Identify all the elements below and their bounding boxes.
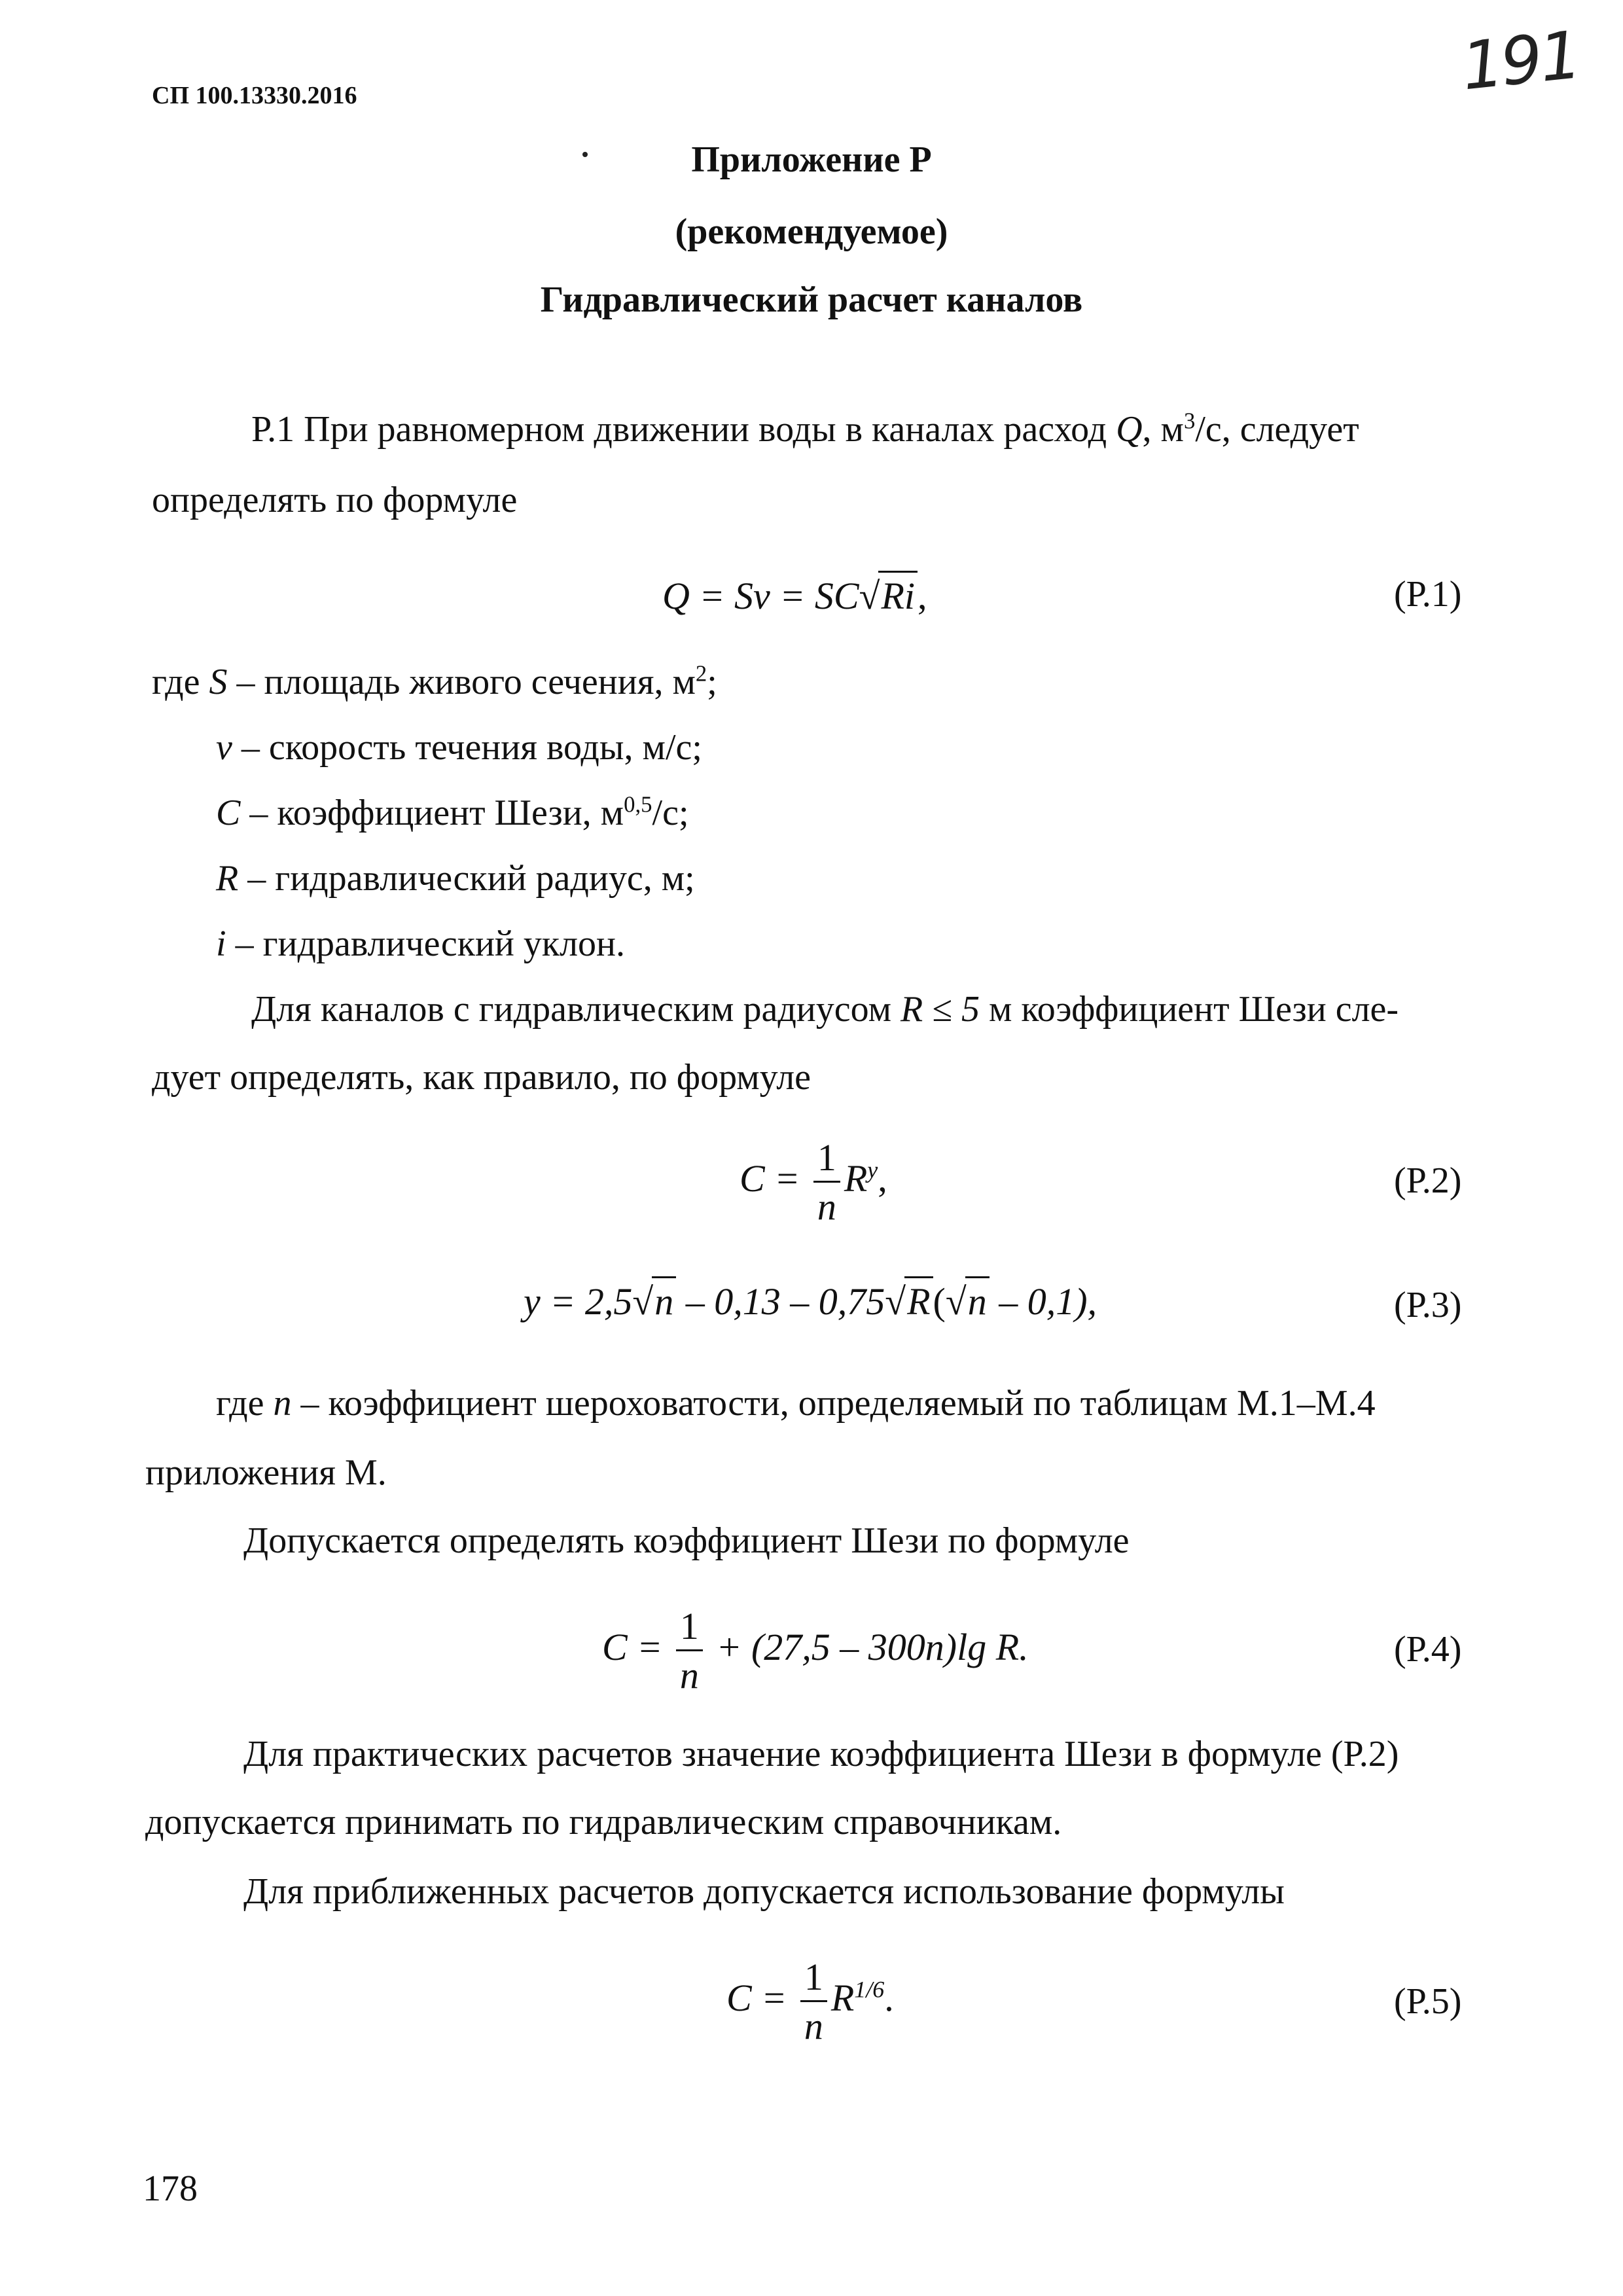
text-span: , м [1142, 409, 1184, 450]
text-span: – площадь живого сечения, м [227, 662, 696, 702]
fraction [800, 1958, 827, 2045]
var-c: C [216, 793, 241, 833]
denominator: n [679, 1654, 699, 1696]
equation-part: – 0,13 – 0,75 [676, 1280, 885, 1323]
equation-part: R [844, 1157, 868, 1200]
radicand: R [904, 1276, 933, 1323]
superscript: 0,5 [624, 791, 652, 817]
paragraph-p4: Допускается определять коэффициент Шези по формуле [243, 1520, 1130, 1561]
var-s: S [209, 662, 228, 702]
paragraph-p2-line1 [251, 988, 1399, 1030]
equation-number-p5: (Р.5) [1394, 1981, 1462, 2022]
where-item-s [152, 661, 717, 703]
equation-part: C = [726, 1976, 796, 2019]
equation-number-p3: (Р.3) [1394, 1285, 1462, 1325]
text-span: где [152, 662, 209, 702]
equation-number-p4: (Р.4) [1394, 1629, 1462, 1670]
equation-part: C = [740, 1157, 810, 1200]
radicand: n [652, 1276, 676, 1323]
numerator: 1 [800, 1958, 827, 2002]
paragraph-p6: Для приближенных расчетов допускается использование формулы [243, 1871, 1285, 1912]
square-root [946, 1276, 990, 1323]
equation-part: – 0,1), [989, 1280, 1097, 1323]
equation-number-p1: (Р.1) [1394, 574, 1462, 615]
equation-p5 [726, 1958, 894, 2045]
radical-sign: √ [632, 1280, 654, 1323]
radicand: Ri [878, 571, 918, 618]
where-item-v [216, 726, 702, 768]
text-span: – коэффициент шероховатости, определяемый по таблицам М.1–М.4 [291, 1383, 1376, 1424]
equation-part: y = 2,5 [524, 1280, 633, 1323]
text-span: – скорость течения воды, м/с; [232, 727, 702, 768]
square-root [859, 571, 918, 618]
var-r: R [216, 858, 239, 899]
denominator: n [804, 2005, 823, 2047]
equation-p4 [602, 1607, 1029, 1695]
equation-p2 [740, 1136, 887, 1228]
numerator: 1 [676, 1607, 703, 1651]
equation-trail: , [878, 1157, 887, 1200]
denominator: n [817, 1185, 836, 1228]
radical-sign: √ [859, 575, 880, 617]
var-i: i [216, 924, 226, 964]
equation-p3 [524, 1276, 1097, 1323]
page-number: 178 [143, 2168, 198, 2209]
paragraph-p3-line1 [216, 1382, 1376, 1424]
document-code: СП 100.13330.2016 [152, 82, 357, 109]
appendix-title: Приложение Р [691, 139, 932, 180]
handwritten-page-number: 191 [1458, 16, 1583, 105]
radicand: n [965, 1276, 990, 1323]
equation-part: ( [933, 1280, 946, 1323]
equation-p1 [662, 571, 927, 618]
where-item-r [216, 857, 695, 899]
text-span: – гидравлический уклон. [226, 924, 625, 964]
radical-sign: √ [945, 1280, 967, 1323]
square-root [632, 1276, 676, 1323]
text-span: Р.1 При равномерном движении воды в каналах расход [251, 409, 1116, 450]
text-span: где [216, 1383, 274, 1424]
text-span: – гидравлический радиус, м; [238, 858, 695, 899]
text-span: Для каналов с гидравлическим радиусом [251, 989, 901, 1030]
var-v: v [216, 727, 232, 768]
square-root [885, 1276, 933, 1323]
paragraph-p5-line2: допускается принимать по гидравлическим справочникам. [145, 1802, 1062, 1842]
equation-part: C = [602, 1625, 672, 1668]
numerator: 1 [813, 1139, 840, 1183]
var-n: n [273, 1383, 292, 1424]
paragraph-p3-line2: приложения М. [145, 1452, 387, 1493]
fraction [676, 1607, 703, 1695]
where-item-c [216, 792, 689, 834]
condition: R ≤ 5 [901, 989, 980, 1030]
fraction [813, 1136, 840, 1228]
var-q: Q [1116, 409, 1143, 450]
text-span: – коэффициент Шези, м [240, 793, 624, 833]
text-span: м коэффициент Шези сле- [979, 989, 1399, 1030]
paragraph-p1-line2: определять по формуле [152, 480, 518, 520]
equation-part: Q = Sv = SC [662, 575, 859, 617]
equation-part: + (27,5 – 300n)lg R. [706, 1625, 1029, 1668]
equation-trail: , [917, 575, 927, 617]
paragraph-p5-line1: Для практических расчетов значение коэффициента Шези в формуле (Р.2) [243, 1734, 1399, 1774]
superscript: y [867, 1157, 878, 1183]
superscript: 1/6 [854, 1976, 885, 2003]
equation-trail: . [884, 1976, 894, 2019]
superscript: 2 [695, 660, 707, 687]
text-span: ; [707, 662, 717, 702]
appendix-status: (рекомендуемое) [675, 211, 948, 252]
appendix-subject: Гидравлический расчет каналов [540, 279, 1083, 320]
radical-sign: √ [885, 1280, 906, 1323]
equation-number-p2: (Р.2) [1394, 1160, 1462, 1201]
text-span: /с; [652, 793, 689, 833]
superscript: 3 [1183, 408, 1196, 434]
where-item-i [216, 923, 625, 965]
equation-part: R [830, 1976, 855, 2019]
paragraph-p1-line1 [251, 408, 1359, 450]
paragraph-p2-line2: дует определять, как правило, по формуле [152, 1057, 812, 1098]
text-span: /с, следует [1195, 409, 1359, 450]
